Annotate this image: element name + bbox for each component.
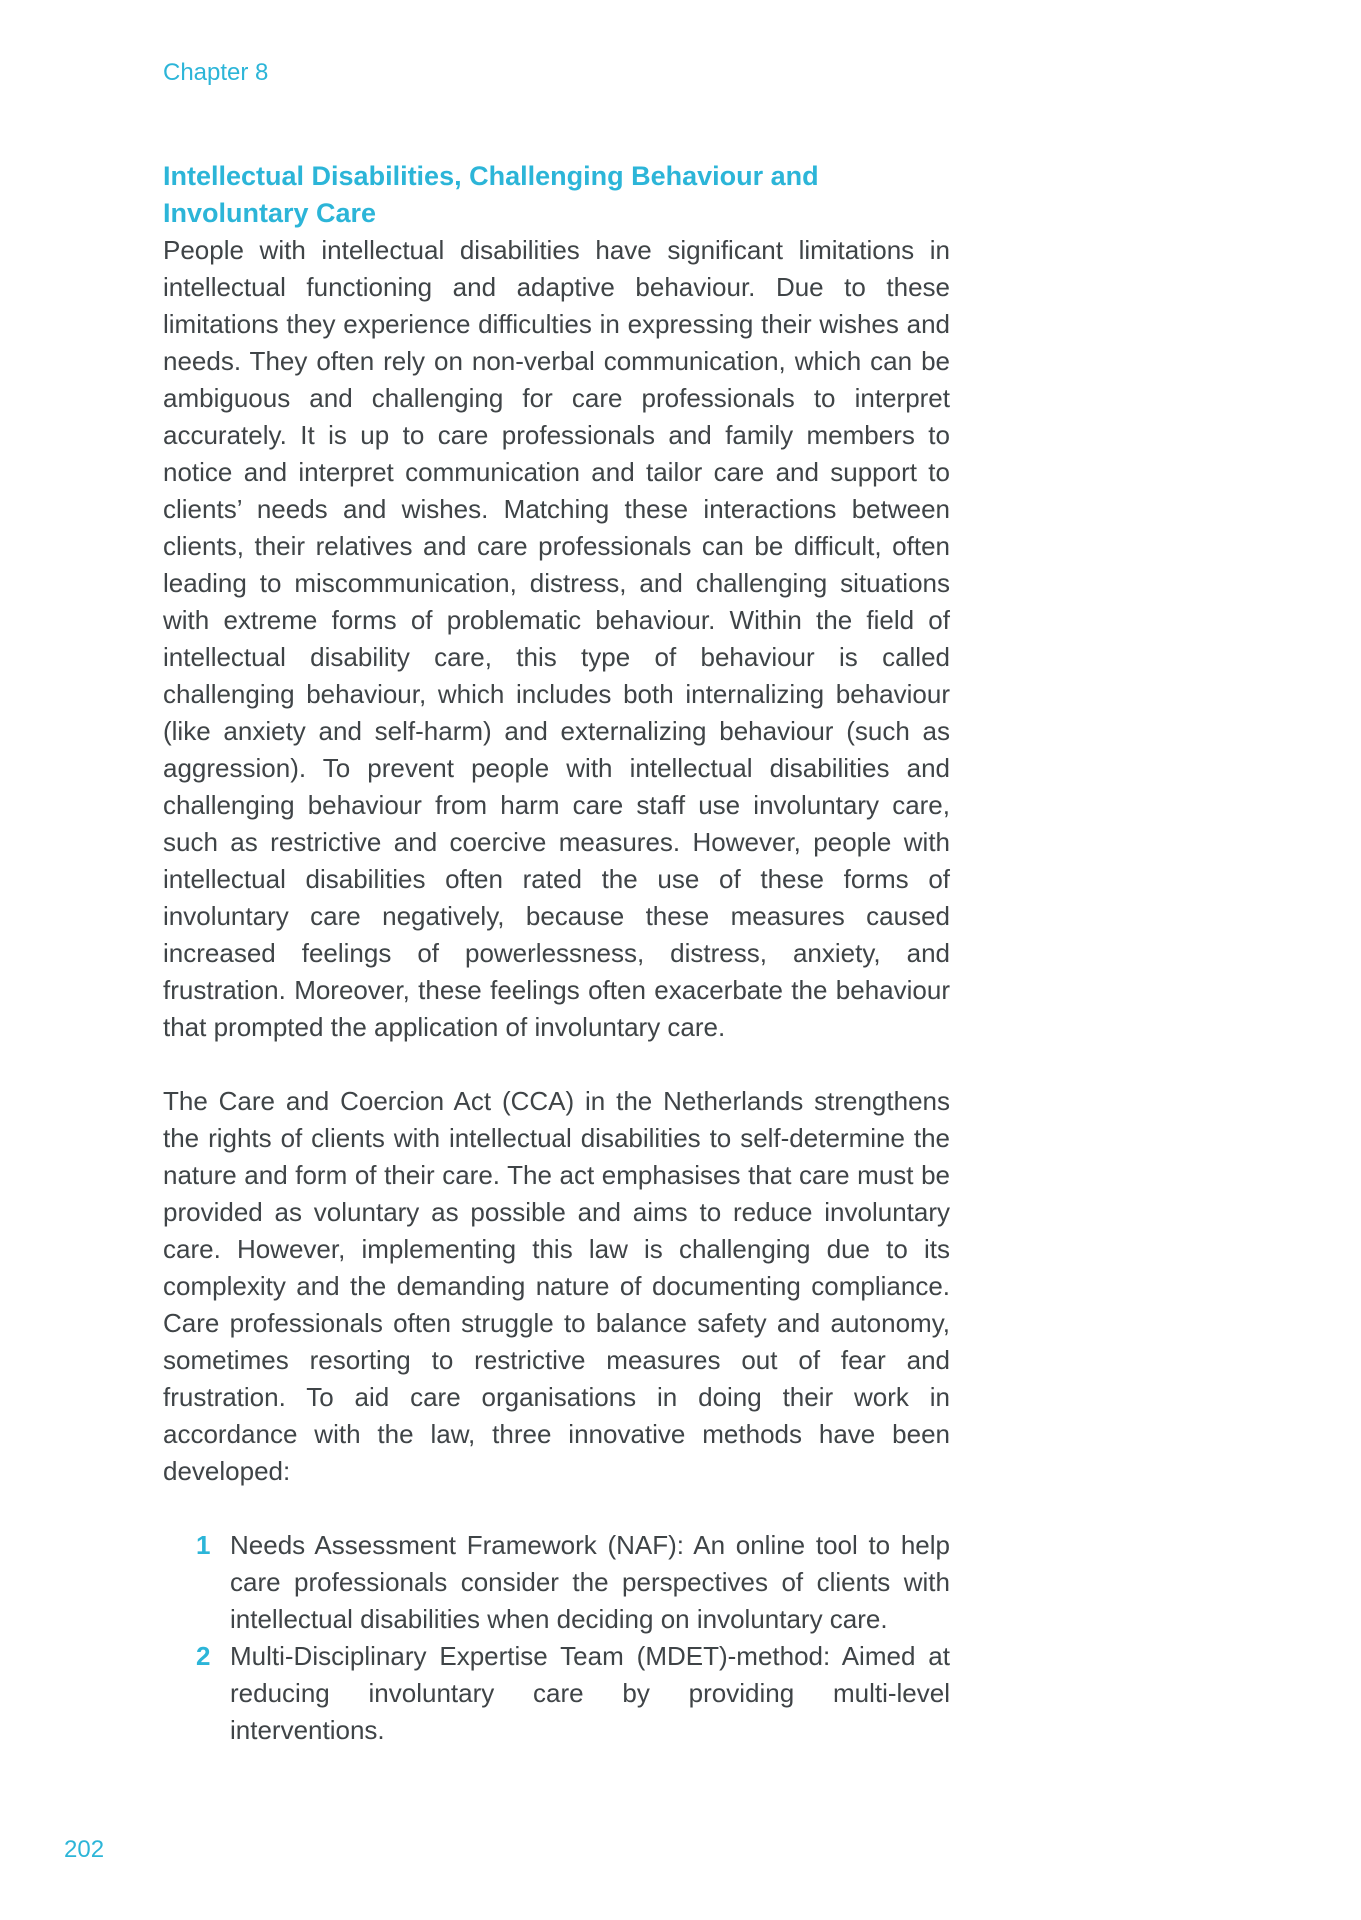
chapter-label: Chapter 8 bbox=[163, 59, 269, 86]
paragraph-1: People with intellectual disabilities have significant limitations in intellectual functioning and adaptive behaviour. Due to these limitations they experience difficulties in expressing their wishes and needs. They often rely on non-verbal communication, which can be ambiguous and challenging for care professionals to interpret accurately. It is up to care professionals and family members to notice and interpret communication and tailor care and support to clients’ needs and wishes. Matching these interactions between clients, their relatives and care professionals can be difficult, often leading to miscommunication, distress, and challenging situations with extreme forms of problematic behaviour. Within the field of intellectual disability care, this type of behaviour is called challenging behaviour, which includes both internalizing behaviour (like anxiety and self-harm) and externalizing behaviour (such as aggression). To prevent people with intellectual disabilities and challenging behaviour from harm care staff use involuntary care, such as restrictive and coercive measures. However, people with intellectual disabilities often rated the use of these forms of involuntary care negatively, because these measures caused increased feelings of powerlessness, distress, anxiety, and frustration. Moreover, these feelings often exacerbate the behaviour that prompted the application of involuntary care. bbox=[163, 235, 950, 1042]
page-content bbox=[163, 158, 950, 1749]
numbered-list bbox=[163, 1527, 950, 1749]
list-item-number: 2 bbox=[196, 1641, 211, 1671]
paragraph-2: The Care and Coercion Act (CCA) in the Netherlands strengthens the rights of clients with intellectual disabilities to self-determine the nature and form of their care. The act emphasises that care must be provided as voluntary as possible and aims to reduce involuntary care. However, implementing this law is challenging due to its complexity and the demanding nature of documenting compliance. Care professionals often struggle to balance safety and autonomy, sometimes resorting to restrictive measures out of fear and frustration. To aid care organisations in doing their work in accordance with the law, three innovative methods have been developed: bbox=[163, 1086, 950, 1486]
section-heading: Intellectual Disabilities, Challenging Behaviour and Involuntary Care bbox=[163, 161, 819, 228]
list-item-text: Needs Assessment Framework (NAF): An online tool to help care professionals consider the perspectives of clients with intellectual disabilities when deciding on involuntary care. bbox=[230, 1530, 950, 1634]
list-item bbox=[196, 1527, 950, 1638]
list-item-text: Multi-Disciplinary Expertise Team (MDET)-method: Aimed at reducing involuntary care by providing multi-level interventions. bbox=[230, 1641, 950, 1745]
list-item-number: 1 bbox=[196, 1530, 211, 1560]
list-item bbox=[196, 1638, 950, 1749]
page-number: 202 bbox=[64, 1836, 105, 1863]
